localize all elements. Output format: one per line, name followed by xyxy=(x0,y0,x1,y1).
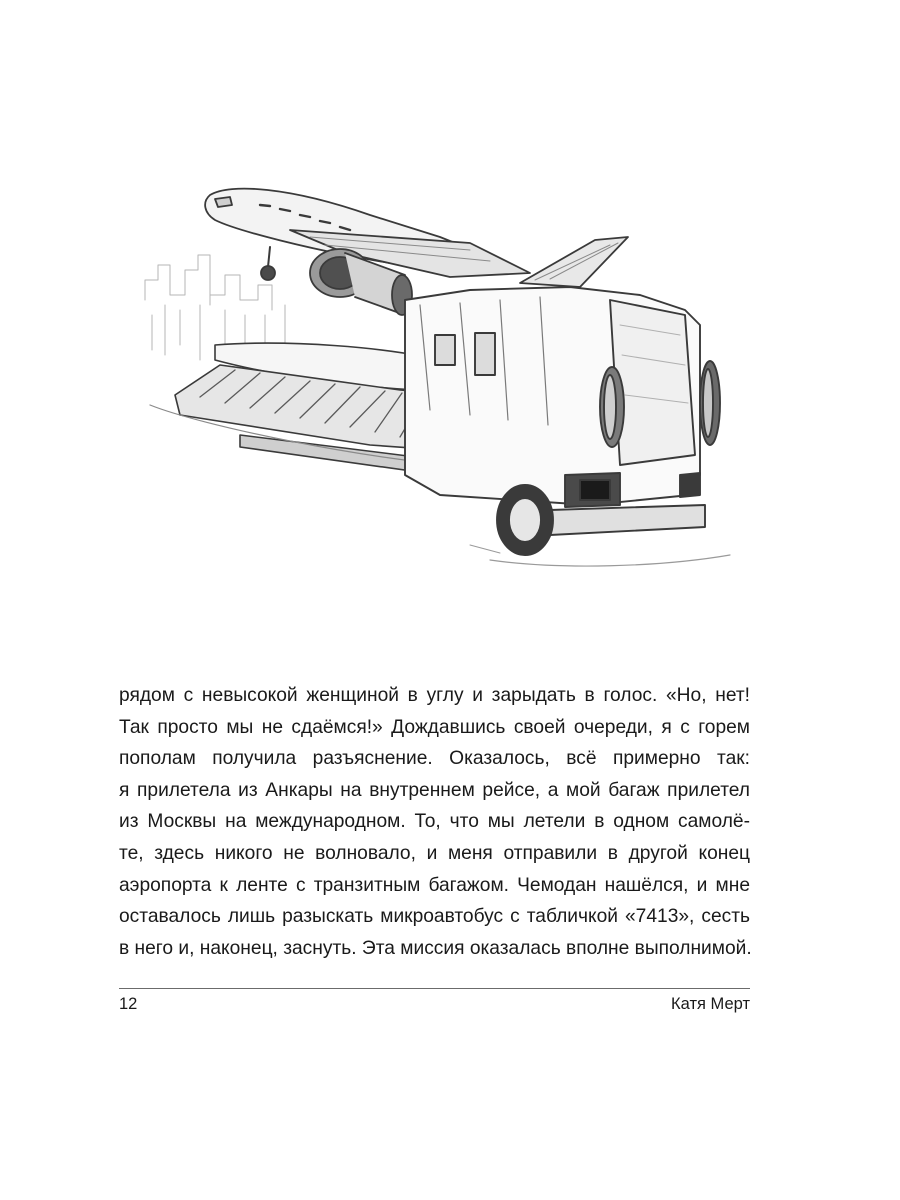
footer-divider xyxy=(119,988,750,989)
text-line: рядом с невысокой женщиной в углу и зарыдать в голос. «Но, нет! xyxy=(119,685,750,706)
text-line: пополам получила разъяснение. Оказалось, всё примерно так: xyxy=(119,748,750,770)
text-line: из Москвы на международном. То, что мы летели в одном самолё- xyxy=(119,811,750,833)
text-line: я прилетела из Анкары на внутреннем рейсе, а мой багаж прилетел xyxy=(119,779,750,801)
text-line: в него и, наконец, заснуть. Эта миссия оказалась вполне выполнимой. xyxy=(119,937,752,959)
text-line: аэропорта к ленте с транзитным багажом. Чемодан нашёлся, и мне xyxy=(119,874,750,896)
text-line: оставалось лишь разыскать микроавтобус с табличкой «7413», сесть xyxy=(119,906,750,928)
text-line: Так просто мы не сдаёмся!» Дождавшись своей очереди, я с горем xyxy=(119,716,750,738)
text-line: те, здесь никого не волновало, и меня отправили в другой конец xyxy=(119,842,750,864)
author-name: Катя Мерт xyxy=(671,995,750,1013)
body-text xyxy=(119,680,750,964)
airplane-bus-illustration xyxy=(140,175,740,585)
page-number: 12 xyxy=(119,995,138,1013)
